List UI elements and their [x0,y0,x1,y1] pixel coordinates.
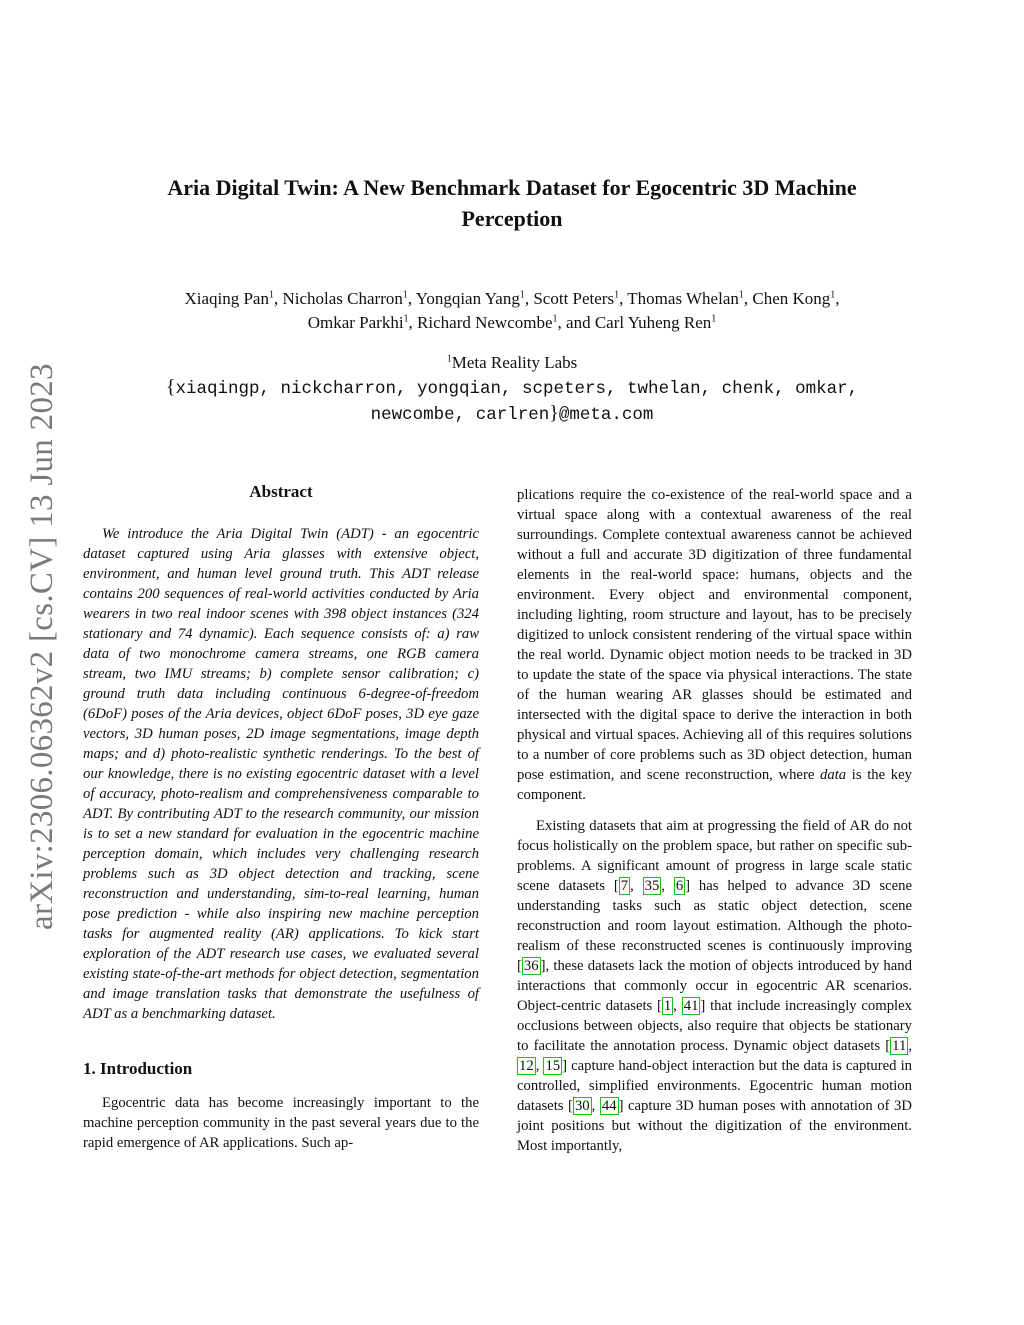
citation-link[interactable]: 35 [644,878,660,894]
author-affiliation-mark: 1 [402,289,408,301]
author-emails [90,375,934,427]
author-separator: , [619,289,628,308]
intro-paragraph-1: Egocentric data has become increasingly important to the machine perception community in the past several years due to the rapid emergence of AR applications. Such ap- [83,1095,479,1151]
author-affiliation-mark: 1 [552,313,558,325]
author-separator: , [743,289,753,308]
author-name: Nicholas Charron [282,289,403,308]
citation-link[interactable]: 7 [620,878,629,894]
email-domain: @meta.com [558,405,654,425]
author-separator: , [273,289,283,308]
author-affiliation-mark: 1 [403,313,409,325]
title-line-1: Aria Digital Twin: A New Benchmark Dataset for Egocentric 3D Machine [167,175,857,200]
paragraph-text: ] that include increasingly complex occlusions between objects, also require that objects be stationary to facilitate the annotation process. Dynamic object datasets [ [517,998,912,1054]
author-name: Chen Kong [752,289,831,308]
affiliation-sup: 1 [446,353,452,365]
author-separator: , [407,289,416,308]
email-open-brace: { [165,376,176,398]
email-line-1: xiaqingp, nickcharron, yongqian, scpeters, twhelan, chenk, omkar, [175,379,859,399]
author-name: Thomas Whelan [627,289,739,308]
paper-title [100,172,924,234]
citation-link[interactable]: 6 [675,878,684,894]
citation-link[interactable]: 12 [519,1058,534,1074]
author-separator: , [524,289,534,308]
author-separator: , [835,289,840,308]
author-affiliation-mark: 1 [268,289,274,301]
right-p1-text-b: is the key component. [517,767,912,803]
paragraph-text: ] capture hand-object interaction but the data is captured in controlled, simplified environments. Egocentric human motion datasets [ [517,1058,912,1114]
citation-link[interactable]: 11 [892,1038,907,1054]
paragraph-text: , [630,878,643,894]
author-separator: , [408,313,418,332]
paragraph-text: ], these datasets lack the motion of objects introduced by hand interactions that commonly occur in egocentric AR scenarios. Object-centric datasets [ [517,958,912,1014]
abstract-body: We introduce the Aria Digital Twin (ADT) - an egocentric dataset captured using Aria glasses with extensive object, environment, and human level ground truth. This ADT release contains 200 sequences of real-world activities conducted by Aria wearers in two real indoor scenes with 398 object instances (324 stationary and 74 dynamic). Each sequence consists of: a) raw data of two monochrome camera streams, one RGB camera stream, two IMU streams; b) complete sensor calibration; c) ground truth data including continuous 6-degree-of-freedom (6DoF) poses of the Aria devices, object 6DoF poses, 3D eye gaze vectors, 3D human poses, 2D image segmentations, image depth maps; and d) photo-realistic synthetic renderings. To the best of our knowledge, there is no existing egocentric dataset with a level of accuracy, photo-realism and comprehensiveness comparable to ADT. By contributing ADT to the research community, our mission is to set a new standard for evaluation in the egocentric machine perception domain, which includes very challenging research problems such as 3D object detection and tracking, scene reconstruction and understanding, sim-to-real learning, human pose prediction - while also inspiring new machine perception tasks for augmented reality (AR) applications. To kick start exploration of the ADT research use cases, we evaluated several existing state-of-the-art methods for object detection, segmentation and image translation tasks that demonstrate the usefulness of ADT as a benchmarking dataset. [83,526,479,1022]
citation-link[interactable]: 1 [663,998,672,1014]
citation-link[interactable]: 41 [683,998,699,1014]
author-name: Yongqian Yang [415,289,520,308]
author-name: Omkar Parkhi [307,313,404,332]
intro-heading: 1. Introduction [83,1059,193,1078]
citation-link[interactable]: 30 [574,1098,590,1114]
author-list [80,287,944,335]
author-separator: , and [557,313,595,332]
citation-link[interactable]: 36 [523,958,539,974]
paragraph-text: Existing datasets that aim at progressing the field of AR do not focus holistically on the problem space, but rather on specific sub-problems. A significant amount of progress in large scale static scene datasets [ [517,818,912,894]
author-affiliation-mark: 1 [519,289,525,301]
paragraph-text: , [908,1038,912,1054]
right-p1-text-a: plications require the co-existence of the real-world space and a virtual space along with a contextual awareness of the real surroundings. Complete contextual awareness cannot be achieved without a full and accurate 3D digitization of three fundamental elements in the real-world space: humans, objects and the environment. Every object and environmental component, including lighting, room structure and layout, has to be precisely digitized to unlock consistent rendering of the virtual space within the real world. Dynamic object motion needs to be tracked in 3D to update the state of the space via physical interactions. The state of the human wearing AR glasses should be estimated and intersected with the digital space to derive the interaction in both physical and virtual spaces. Achieving all of this requires solutions to a number of core problems such as 3D object detection, human pose estimation, and scene reconstruction, where [517,487,912,783]
paragraph-text: ] has helped to advance 3D scene understanding tasks such as static object detection, scene reconstruction and room layout estimation. Although the photo-realism of these reconstructed scenes is continuously improving [ [517,878,913,974]
citation-link[interactable]: 44 [601,1098,617,1114]
paragraph-text: , [661,878,674,894]
citation-link[interactable]: 15 [545,1058,561,1074]
right-paragraph-1 [517,485,912,805]
paragraph-text: , [535,1058,544,1074]
author-affiliation-mark: 1 [614,289,620,301]
author-name: Scott Peters [533,289,615,308]
author-name: Richard Newcombe [417,313,553,332]
paragraph-text: ] capture 3D human poses with annotation of 3D joint positions but without the digitization of the environment. Most importantly, [517,1098,913,1154]
arxiv-stamp: arXiv:2306.06362v2 [cs.CV] 13 Jun 2023 [24,363,60,930]
right-column [517,485,912,1156]
author-affiliation-mark: 1 [830,289,836,301]
author-name: Xiaqing Pan [184,289,269,308]
affiliation [100,351,924,375]
affiliation-name: Meta Reality Labs [451,353,578,372]
left-column [83,480,479,1153]
author-affiliation-mark: 1 [711,313,717,325]
right-paragraph-2 [517,816,912,1156]
author-name: Carl Yuheng Ren [594,313,712,332]
abstract-heading: Abstract [249,482,313,501]
email-line-2: newcombe, carlren [370,405,550,425]
paragraph-text: , [673,998,682,1014]
right-p1-emphasis: data [820,767,847,783]
title-line-2: Perception [461,206,563,231]
author-affiliation-mark: 1 [738,289,744,301]
paragraph-text: , [591,1098,600,1114]
email-close-brace: } [549,402,559,424]
